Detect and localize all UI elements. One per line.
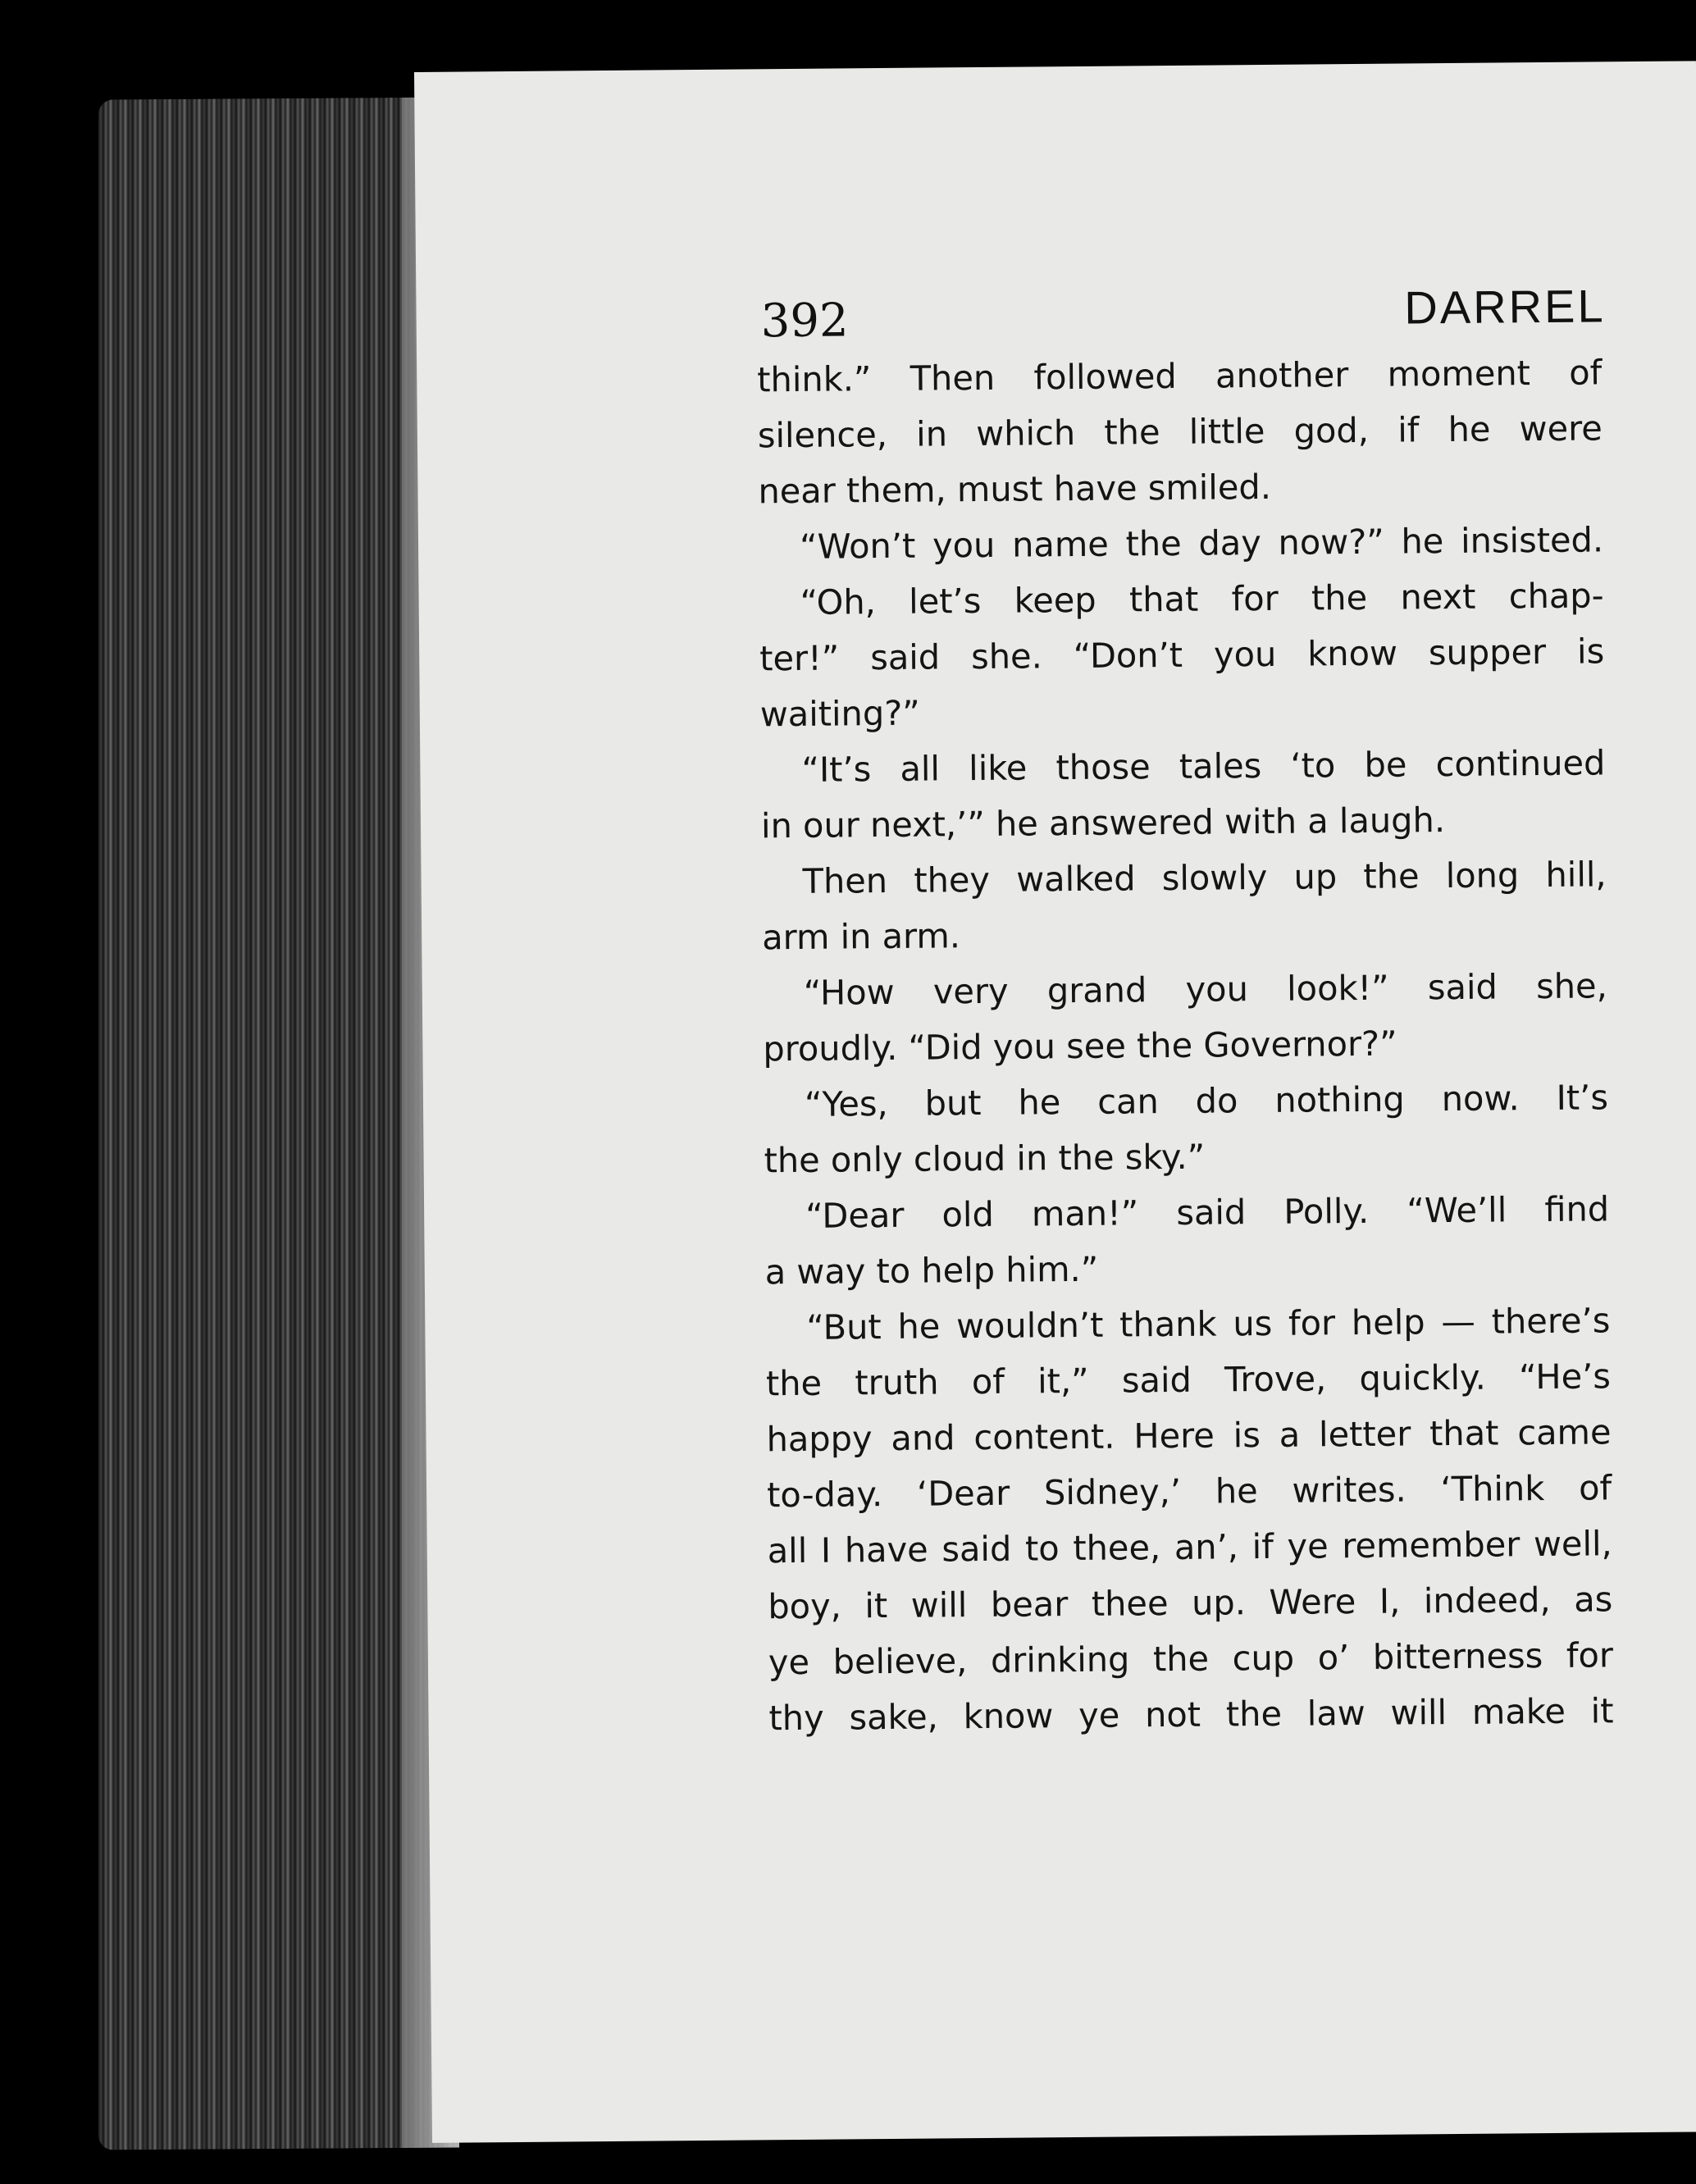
text-line: “How very grand you look!” said she, — [803, 965, 1607, 1013]
text-line: thy sake, know ye not the law will make it — [768, 1690, 1614, 1739]
page-number: 392 — [760, 294, 849, 349]
text-line: silence, in which the little god, if he were — [757, 408, 1603, 456]
book-page — [414, 61, 1696, 2143]
text-line: the only cloud in the sky.” — [764, 1136, 1206, 1181]
text-line: “Yes, but he can do nothing now. It’s — [804, 1077, 1609, 1124]
page-edges-stack — [98, 97, 459, 2150]
text-line: “Dear old man!” said Polly. “We’ll find — [805, 1188, 1610, 1236]
text-line: “Won’t you name the day now?” he insisted. — [799, 519, 1604, 567]
text-line: boy, it will bear thee up. Were I, indeed, as — [768, 1579, 1613, 1627]
text-line: “It’s all like those tales ‘to be continued — [801, 742, 1606, 790]
text-line: a way to help him.” — [764, 1248, 1099, 1293]
text-line: to-day. ‘Dear Sidney,’ he writes. ‘Think of — [766, 1467, 1612, 1516]
body-text — [757, 344, 1614, 1746]
running-head: DARREL — [1404, 280, 1606, 334]
text-line: in our next,’” he answered with a laugh. — [760, 800, 1446, 846]
text-line: “Oh, let’s keep that for the next chap- — [800, 575, 1604, 622]
text-line: arm in arm. — [762, 915, 961, 958]
text-line: ter!” said she. “Don’t you know supper is — [759, 631, 1605, 679]
text-line: think.” Then followed another moment of — [757, 352, 1603, 400]
text-line: Then they walked slowly up the long hill, — [802, 854, 1607, 901]
text-line: waiting?” — [759, 692, 920, 735]
text-line: ye believe, drinking the cup o’ bitterness for — [768, 1635, 1614, 1683]
text-line: all I have said to thee, an’, if ye remember well, — [767, 1523, 1612, 1571]
text-line: proudly. “Did you see the Governor?” — [763, 1023, 1397, 1069]
text-line: near them, must have smiled. — [758, 466, 1272, 512]
text-line: happy and content. Here is a letter that came — [766, 1411, 1612, 1460]
text-line: “But he wouldn’t thank us for help — there’s — [806, 1300, 1611, 1347]
page-header — [760, 279, 1606, 352]
text-line: the truth of it,” said Trove, quickly. “He’s — [765, 1356, 1612, 1404]
